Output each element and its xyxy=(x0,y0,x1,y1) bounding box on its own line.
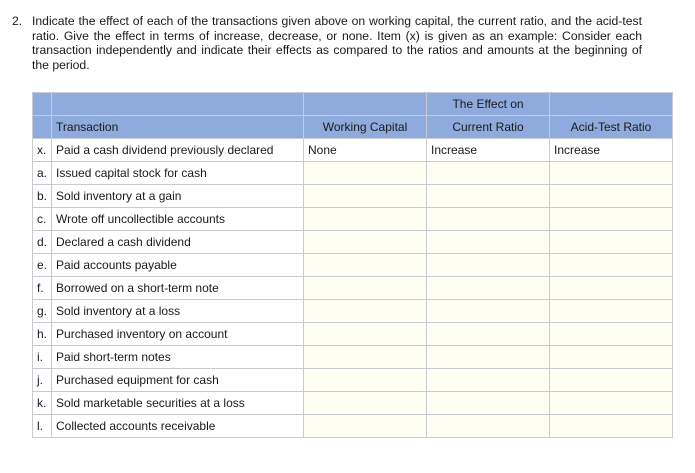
header-atr-blank xyxy=(550,93,673,116)
current-ratio-input[interactable] xyxy=(427,300,550,323)
column-header-acid-test-ratio: Acid-Test Ratio xyxy=(550,116,673,139)
row-letter: g. xyxy=(33,300,52,323)
acid-test-ratio-input[interactable] xyxy=(550,231,673,254)
column-header-current-ratio: Current Ratio xyxy=(427,116,550,139)
header-wc-blank xyxy=(304,93,427,116)
current-ratio-input[interactable] xyxy=(427,392,550,415)
row-transaction: Sold inventory at a gain xyxy=(52,185,304,208)
current-ratio-input[interactable] xyxy=(427,254,550,277)
current-ratio-input[interactable] xyxy=(427,277,550,300)
row-letter: d. xyxy=(33,231,52,254)
table-row xyxy=(33,254,673,277)
acid-test-ratio-input[interactable] xyxy=(550,346,673,369)
working-capital-input[interactable] xyxy=(304,300,427,323)
row-letter: c. xyxy=(33,208,52,231)
question-number: 2. xyxy=(12,14,23,28)
working-capital-input[interactable] xyxy=(304,254,427,277)
row-letter: a. xyxy=(33,162,52,185)
working-capital-input[interactable] xyxy=(304,162,427,185)
row-letter: x. xyxy=(33,139,52,162)
column-header-working-capital: Working Capital xyxy=(304,116,427,139)
current-ratio-input[interactable] xyxy=(427,231,550,254)
row-letter: b. xyxy=(33,185,52,208)
table-row xyxy=(33,277,673,300)
header-row-columns xyxy=(33,116,673,139)
row-transaction: Paid accounts payable xyxy=(52,254,304,277)
current-ratio-input[interactable] xyxy=(427,323,550,346)
row-letter: f. xyxy=(33,277,52,300)
row-transaction: Collected accounts receivable xyxy=(52,415,304,438)
working-capital-input[interactable] xyxy=(304,231,427,254)
example-acid-test-ratio: Increase xyxy=(550,139,673,162)
example-current-ratio: Increase xyxy=(427,139,550,162)
table-row xyxy=(33,346,673,369)
example-working-capital: None xyxy=(304,139,427,162)
acid-test-ratio-input[interactable] xyxy=(550,185,673,208)
row-letter: l. xyxy=(33,415,52,438)
acid-test-ratio-input[interactable] xyxy=(550,208,673,231)
example-row xyxy=(33,139,673,162)
header-letter-blank-2 xyxy=(33,116,52,139)
row-transaction: Purchased inventory on account xyxy=(52,323,304,346)
row-letter: e. xyxy=(33,254,52,277)
row-letter: i. xyxy=(33,346,52,369)
table-row xyxy=(33,392,673,415)
row-transaction: Sold marketable securities at a loss xyxy=(52,392,304,415)
header-transaction-blank xyxy=(52,93,304,116)
row-letter: j. xyxy=(33,369,52,392)
row-transaction: Borrowed on a short-term note xyxy=(52,277,304,300)
acid-test-ratio-input[interactable] xyxy=(550,277,673,300)
working-capital-input[interactable] xyxy=(304,415,427,438)
table-row xyxy=(33,208,673,231)
row-transaction: Wrote off uncollectible accounts xyxy=(52,208,304,231)
question-body: Indicate the effect of each of the transactions given above on working capital, the current ratio, and the acid-test ratio. Give the effect in terms of increase, decrease, or none. Item (x) is given as an example: Consider each transaction independently and indicate their effects as compared to the ratios and amounts at the beginning of the period. xyxy=(32,14,642,72)
working-capital-input[interactable] xyxy=(304,185,427,208)
row-letter: h. xyxy=(33,323,52,346)
working-capital-input[interactable] xyxy=(304,369,427,392)
table-row xyxy=(33,415,673,438)
row-transaction: Sold inventory at a loss xyxy=(52,300,304,323)
table-row xyxy=(33,162,673,185)
row-transaction: Issued capital stock for cash xyxy=(52,162,304,185)
working-capital-input[interactable] xyxy=(304,392,427,415)
question-text-block xyxy=(12,14,642,72)
acid-test-ratio-input[interactable] xyxy=(550,415,673,438)
working-capital-input[interactable] xyxy=(304,208,427,231)
current-ratio-input[interactable] xyxy=(427,346,550,369)
table-row xyxy=(33,323,673,346)
group-header-effect-on: The Effect on xyxy=(427,93,550,116)
working-capital-input[interactable] xyxy=(304,323,427,346)
acid-test-ratio-input[interactable] xyxy=(550,323,673,346)
column-header-transaction: Transaction xyxy=(52,116,304,139)
current-ratio-input[interactable] xyxy=(427,162,550,185)
row-transaction: Declared a cash dividend xyxy=(52,231,304,254)
row-transaction: Paid a cash dividend previously declared xyxy=(52,139,304,162)
current-ratio-input[interactable] xyxy=(427,415,550,438)
row-transaction: Paid short-term notes xyxy=(52,346,304,369)
acid-test-ratio-input[interactable] xyxy=(550,392,673,415)
acid-test-ratio-input[interactable] xyxy=(550,369,673,392)
row-letter: k. xyxy=(33,392,52,415)
current-ratio-input[interactable] xyxy=(427,208,550,231)
header-row-group xyxy=(33,93,673,116)
table-row xyxy=(33,369,673,392)
table-row xyxy=(33,300,673,323)
header-letter-blank xyxy=(33,93,52,116)
acid-test-ratio-input[interactable] xyxy=(550,254,673,277)
table-row xyxy=(33,185,673,208)
acid-test-ratio-input[interactable] xyxy=(550,300,673,323)
current-ratio-input[interactable] xyxy=(427,369,550,392)
table-row xyxy=(33,231,673,254)
effects-table xyxy=(32,92,673,438)
working-capital-input[interactable] xyxy=(304,346,427,369)
row-transaction: Purchased equipment for cash xyxy=(52,369,304,392)
acid-test-ratio-input[interactable] xyxy=(550,162,673,185)
working-capital-input[interactable] xyxy=(304,277,427,300)
current-ratio-input[interactable] xyxy=(427,185,550,208)
